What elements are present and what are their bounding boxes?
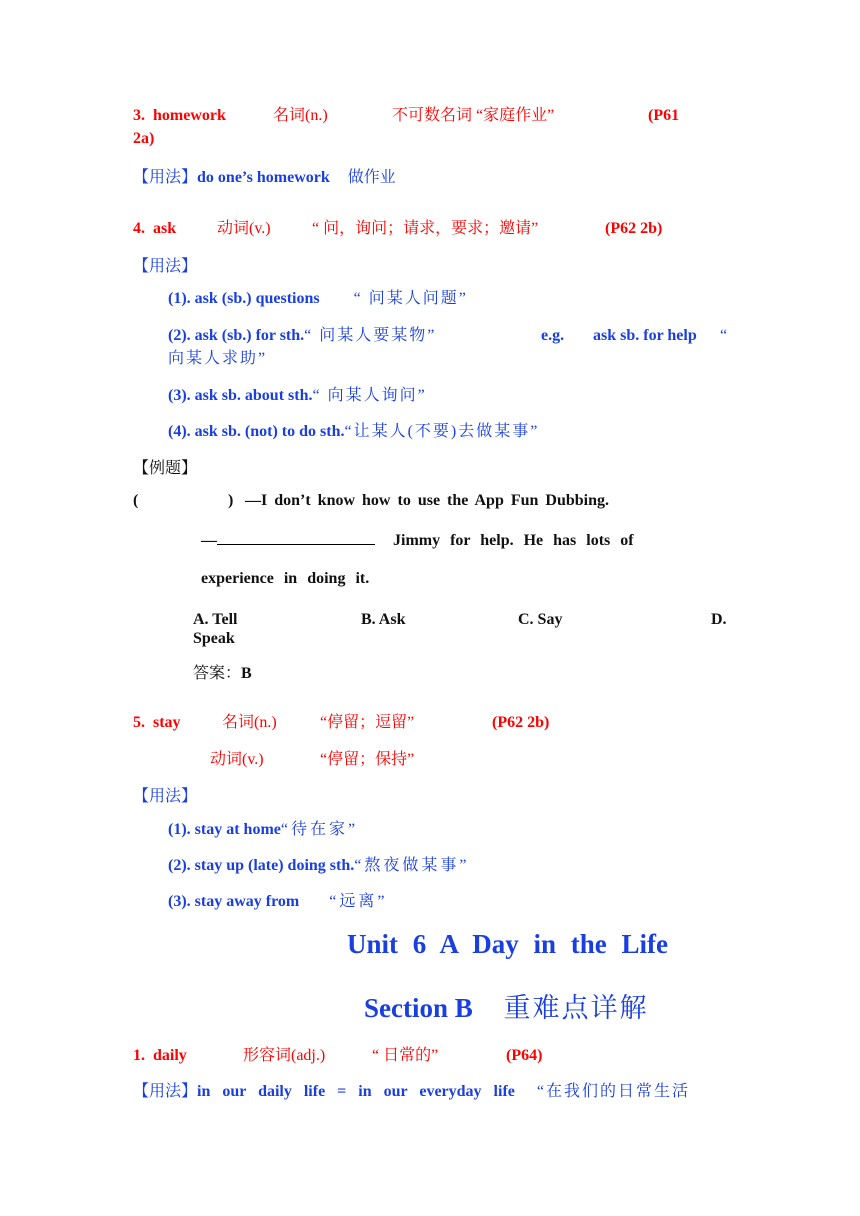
entry-word: homework	[153, 107, 226, 124]
section-title-en: Section B	[364, 993, 473, 1023]
entry-word: daily	[153, 1047, 187, 1064]
entry-meaning: “ 问，询问；请求，要求；邀请”	[312, 220, 539, 237]
usage-en: (2). stay up (late) doing sth.	[168, 857, 355, 874]
usage-tag: 【用法】	[133, 1083, 198, 1100]
question-line-2	[201, 528, 634, 551]
page-reference: (P62 2b)	[492, 714, 550, 731]
part-of-speech-verb: 动词(v.)	[210, 751, 264, 768]
usage-item-3	[168, 892, 387, 912]
question-line-3: experience in doing it.	[201, 570, 370, 587]
example-text: ask sb. for help	[593, 327, 697, 344]
answer-paren-close: )	[228, 492, 234, 509]
answer-blank	[217, 528, 375, 545]
option-b: B. Ask	[361, 611, 406, 628]
question-text: Jimmy for help. He has lots of	[393, 532, 634, 549]
usage-item-1	[168, 289, 468, 309]
part-of-speech: 形容词(adj.)	[243, 1047, 326, 1064]
usage-en: (3). stay away from	[168, 893, 300, 910]
part-of-speech: 名词(n.)	[273, 107, 328, 124]
example-tag: 【例题】	[133, 460, 198, 477]
usage-text: in our daily life = in our everyday life	[197, 1083, 515, 1100]
example-translation: 向某人求助”	[168, 350, 268, 367]
page-reference: (P62 2b)	[605, 220, 663, 237]
page-reference-cont: 2a)	[133, 130, 155, 147]
answer-paren-open: (	[133, 492, 139, 509]
answer-label: 答案：	[193, 665, 242, 682]
entry-meaning: “停留；逗留”	[320, 714, 415, 731]
usage-cn: “ 问某人问题”	[353, 290, 468, 307]
option-a: A. Tell	[193, 611, 238, 628]
dash: —	[201, 532, 217, 549]
usage-en: (4). ask sb. (not) to do sth.	[168, 423, 345, 440]
entry-number: 5.	[133, 714, 145, 731]
entry-meaning: 不可数名词 “家庭作业”	[392, 107, 555, 124]
usage-tag: 【用法】	[133, 258, 198, 275]
question-line-1: —I don’t know how to use the App Fun Dubbing.	[245, 492, 609, 509]
answer-value: B	[241, 665, 252, 682]
entry-number: 4.	[133, 220, 145, 237]
usage-item-1	[168, 820, 358, 840]
usage-item-4	[168, 422, 539, 442]
usage-item-2	[168, 326, 436, 346]
entry-number: 3.	[133, 107, 145, 124]
entry-5-header	[133, 713, 181, 733]
entry-number: 1.	[133, 1047, 145, 1064]
option-d-text: Speak	[193, 630, 235, 647]
page-reference: (P64)	[506, 1047, 543, 1064]
entry-1-header	[133, 1046, 187, 1066]
entry-3-header	[133, 106, 226, 126]
entry-meaning: “ 日常的”	[372, 1047, 439, 1064]
part-of-speech: 名词(n.)	[222, 714, 277, 731]
usage-cn: “待在家”	[280, 821, 359, 838]
example-quote: “	[720, 327, 728, 344]
example-label: e.g.	[541, 327, 565, 344]
usage-cn: “ 问某人要某物”	[304, 327, 437, 344]
usage-en: (1). stay at home	[168, 821, 281, 838]
usage-en: (1). ask (sb.) questions	[168, 290, 320, 307]
usage-cn: “让某人(不要)去做某事”	[344, 423, 540, 440]
entry-word: stay	[153, 714, 181, 731]
usage-en: (2). ask (sb.) for sth.	[168, 327, 305, 344]
usage-text: do one’s homework	[197, 169, 330, 186]
entry-meaning-verb: “停留；保持”	[320, 751, 415, 768]
entry-4-header	[133, 219, 176, 239]
usage-item-3	[168, 386, 427, 406]
usage-cn: “熬夜做某事”	[354, 857, 470, 874]
entry-word: ask	[153, 220, 177, 237]
usage-line	[133, 168, 396, 188]
usage-line	[133, 1082, 690, 1102]
usage-cn: “ 向某人询问”	[312, 387, 427, 404]
usage-cn: “远离”	[329, 893, 388, 910]
usage-tag: 【用法】	[133, 788, 198, 805]
usage-en: (3). ask sb. about sth.	[168, 387, 313, 404]
unit-title: Unit 6 A Day in the Life	[347, 929, 669, 959]
usage-translation: 做作业	[347, 169, 396, 186]
section-title-cn: 重难点详解	[503, 993, 649, 1023]
usage-item-2	[168, 856, 469, 876]
section-title	[364, 991, 649, 1025]
answer-line	[193, 664, 252, 684]
option-d-label: D.	[711, 611, 727, 628]
option-c: C. Say	[518, 611, 563, 628]
part-of-speech: 动词(v.)	[217, 220, 271, 237]
usage-translation: “在我们的日常生活	[536, 1083, 690, 1100]
page-reference: (P61	[648, 107, 680, 124]
usage-tag: 【用法】	[133, 169, 198, 186]
